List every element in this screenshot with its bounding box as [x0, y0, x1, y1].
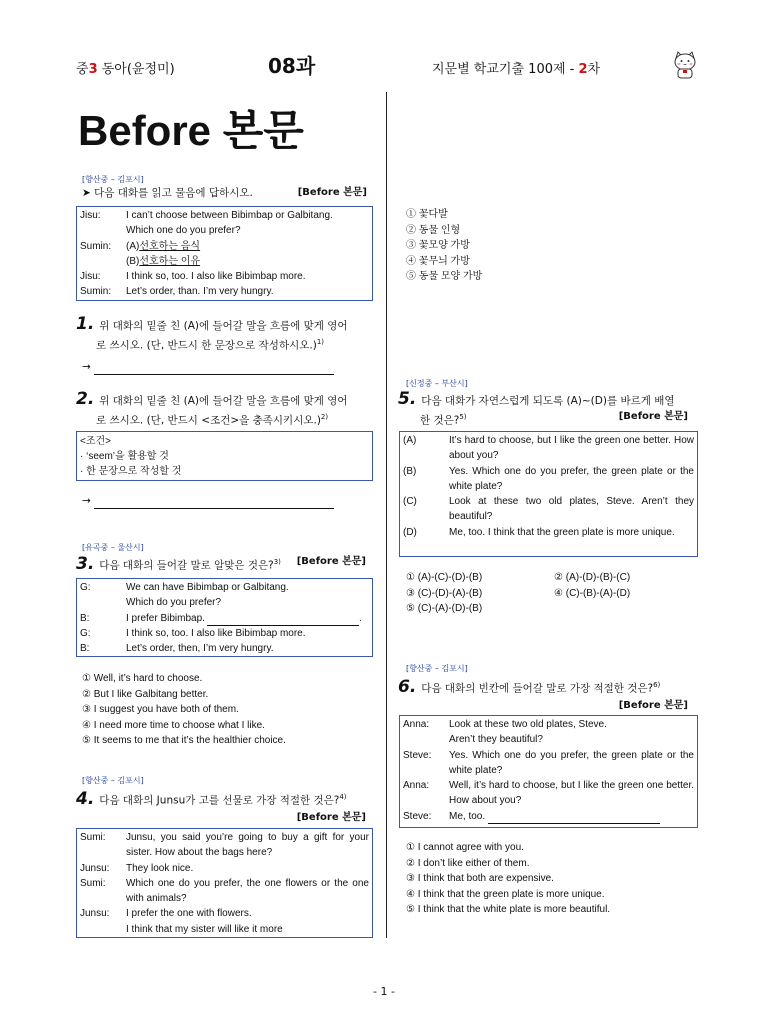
dialog-item: (B) Yes. Which one do you prefer, the green plate or the white plate? — [403, 465, 694, 492]
dialog-line: G: I think so, too. I also like Bibimbap more. — [80, 627, 306, 639]
dialog-item: (D) Me, too. I think that the green plate is more unique. — [403, 526, 675, 538]
option-5[interactable]: ⑤ It seems to me that it’s the healthier choice. — [82, 735, 286, 746]
dialog-line: B: Let’s order, then, I’m very hungry. — [80, 643, 274, 655]
question-6: 6. 다음 대화의 빈칸에 들어갈 말로 가장 적절한 것은?$^{6)}$ [Before 본문] — [398, 676, 688, 711]
answer-line-1: → — [82, 359, 334, 375]
q6-dialog-box — [399, 715, 698, 828]
q3-options — [82, 671, 286, 749]
section-tag: [Before 본문] — [297, 187, 367, 198]
dialog-item: (A) It’s hard to choose, but I like the green one better. How about you? — [403, 435, 694, 462]
dialog-line: B: I prefer Bibimbap. . — [80, 611, 369, 626]
section-tag: [Before 본문] — [618, 699, 688, 711]
dialog-line: Sumin: (A)선호하는 음식 — [80, 240, 201, 252]
question-number: 3. — [76, 553, 95, 574]
option-1[interactable]: ① 꽃다발 — [406, 209, 448, 220]
option-3[interactable]: ③ (C)-(D)-(A)-(B) — [406, 587, 483, 599]
dialog-line: Which one do you prefer? — [126, 225, 241, 237]
q6-options — [406, 840, 610, 918]
option-4[interactable]: ④ (C)-(B)-(A)-(D) — [554, 587, 631, 599]
q5-items-box — [399, 431, 698, 557]
answer-line-2: → — [82, 493, 334, 509]
question-number: 6. — [398, 676, 417, 697]
question-5: 5. 다음 대화가 자연스럽게 되도록 (A)~(D)를 바르게 배열 한 것은?$^{5)}$ [Before 본문] — [398, 389, 688, 427]
q5-options — [406, 570, 696, 617]
question-number: 2. — [76, 389, 95, 409]
option-1[interactable]: ① (A)-(C)-(D)-(B) — [406, 572, 483, 583]
dialog-line: Anna: Look at these two old plates, Steve. — [403, 719, 607, 730]
q3-dialog-box — [76, 578, 373, 657]
dialog-line: Junsu: I prefer the one with flowers. — [80, 908, 252, 920]
page-number: - 1 - — [373, 985, 395, 998]
source-label: [유곡중 – 울산시] — [82, 543, 144, 552]
column-divider — [386, 92, 387, 938]
option-1[interactable]: ① I cannot agree with you. — [406, 842, 524, 853]
grade-publisher: 중3 동아(윤정미) — [76, 62, 175, 77]
section-tag: [Before 본문] — [296, 811, 366, 823]
option-4[interactable]: ④ I need more time to choose what I like. — [82, 719, 265, 731]
section-tag: [Before 본문] — [296, 556, 366, 567]
option-1[interactable]: ① Well, it’s hard to choose. — [82, 673, 203, 684]
question-3: 3. 다음 대화의 들어갈 말로 알맞은 것은?$^{3)}$ [Before 본문] — [76, 553, 366, 574]
blank-a: 선호하는 음식 — [139, 240, 201, 252]
answer-blank[interactable] — [94, 362, 334, 375]
intro-instruction-row — [82, 185, 367, 201]
option-3[interactable]: ③ I suggest you have both of them. — [82, 704, 239, 715]
dialog-line: (B)선호하는 이유 — [126, 255, 201, 267]
dialog-line: Steve: Me, too. — [403, 809, 694, 824]
q4-options — [406, 207, 482, 285]
question-number: 4. — [76, 788, 95, 809]
conditions-title: <조건> — [80, 436, 111, 447]
dialog-line: Junsu: They look nice. — [80, 862, 194, 874]
lesson-number: 08과 — [268, 54, 316, 78]
source-label: [향산중 – 김포시] — [82, 175, 144, 184]
dialog-line: Anna: Well, it’s hard to choose, but I like the green one better. How about you? — [403, 780, 694, 807]
dialog-line: I think that my sister will like it more — [126, 923, 283, 935]
blank-b: 선호하는 이유 — [139, 255, 201, 267]
option-5[interactable]: ⑤ 동물 모양 가방 — [406, 271, 483, 282]
answer-blank — [207, 614, 359, 626]
option-2[interactable]: ② I don’t like either of them. — [406, 857, 530, 869]
answer-blank — [488, 812, 660, 824]
option-5[interactable]: ⑤ (C)-(A)-(D)-(B) — [406, 603, 483, 614]
dialog-line: Aren’t they beautiful? — [449, 734, 543, 746]
intro-dialog-box — [76, 206, 373, 301]
question-number: 5. — [398, 389, 417, 409]
intro-instruction: ➤ 다음 대화를 읽고 물음에 답하시오. — [82, 187, 253, 199]
cat-mascot-icon — [672, 50, 698, 80]
conditions-box — [76, 431, 373, 481]
option-5[interactable]: ⑤ I think that the white plate is more beautiful. — [406, 904, 611, 915]
set-title: 지문별 학교기출 100제 - 2차 — [432, 62, 601, 77]
q4-dialog-box — [76, 828, 373, 938]
condition-item: · ‘seem’을 활용할 것 — [80, 451, 169, 462]
option-2[interactable]: ② But I like Galbitang better. — [82, 688, 209, 700]
dialog-line: G: We can have Bibimbap or Galbitang. — [80, 582, 289, 593]
source-label: [향산중 – 김포시] — [82, 776, 144, 785]
source-label: [향산중 – 김포시] — [406, 664, 468, 673]
option-2[interactable]: ② (A)-(D)-(B)-(C) — [554, 572, 631, 583]
option-2[interactable]: ② 동물 인형 — [406, 224, 461, 236]
dialog-line: Which do you prefer? — [126, 597, 222, 609]
source-label: [신정중 – 부산시] — [406, 379, 468, 388]
page-header — [76, 50, 706, 84]
section-tag: [Before 본문] — [618, 411, 688, 422]
question-number: 1. — [76, 314, 95, 334]
dialog-line: Jisu: I can’t choose between Bibimbap or Galbitang. — [80, 210, 333, 221]
question-4: 4. 다음 대화의 Junsu가 고를 선물로 가장 적절한 것은?$^{4)}$ [Before 본문] — [76, 788, 366, 823]
option-4[interactable]: ④ 꽃무늬 가방 — [406, 255, 470, 267]
question-1: 1. 위 대화의 밑줄 친 (A)에 들어갈 말을 흐름에 맞게 영어 로 쓰시오. (단, 반드시 한 문장으로 작성하시오.)$^{1)}$ — [76, 314, 348, 352]
page-title: Before 본문 — [78, 107, 304, 154]
condition-item: · 한 문장으로 작성할 것 — [80, 466, 182, 477]
question-2: 2. 위 대화의 밑줄 친 (A)에 들어갈 말을 흐름에 맞게 영어 로 쓰시오. (단, 반드시 <조건>을 충족시키시오.)$^{2)}$ — [76, 389, 348, 427]
dialog-line: Sumi: Which one do you prefer, the one flowers or the one with animals? — [80, 877, 369, 905]
option-4[interactable]: ④ I think that the green plate is more unique. — [406, 888, 605, 900]
dialog-line: Jisu: I think so, too. I also like Bibimbap more. — [80, 271, 306, 283]
answer-blank[interactable] — [94, 496, 334, 509]
dialog-line: Steve: Yes. Which one do you prefer, the green plate or the white plate? — [403, 749, 694, 776]
option-3[interactable]: ③ 꽃모양 가방 — [406, 240, 470, 251]
option-3[interactable]: ③ I think that both are expensive. — [406, 873, 554, 884]
dialog-line: Sumi: Junsu, you said you’re going to buy a gift for your sister. How about the bags here? — [80, 832, 369, 859]
dialog-item: (C) Look at these two old plates, Steve. Aren’t they beautiful? — [403, 496, 694, 523]
dialog-line: Sumin: Let’s order, than. I’m very hungry. — [80, 286, 274, 298]
